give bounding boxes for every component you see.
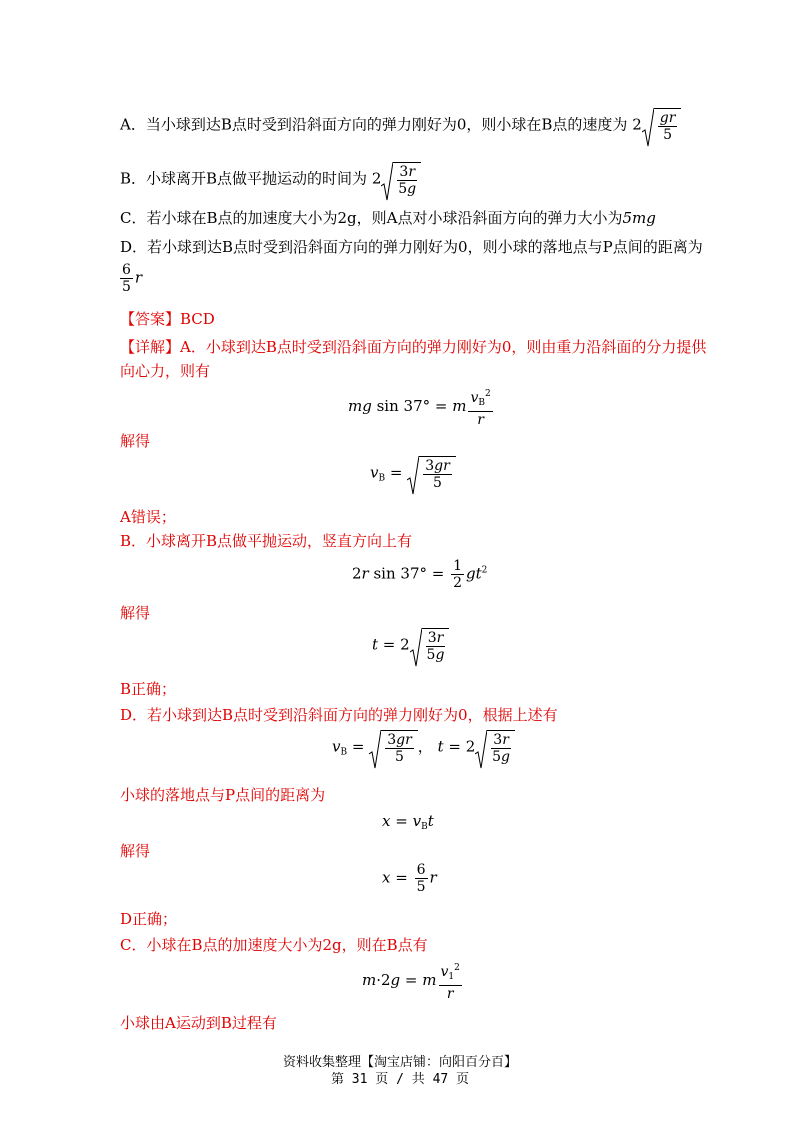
c-process: 小球由A运动到B过程有	[120, 1014, 277, 1032]
d-intro: D．若小球到达B点时受到沿斜面方向的弹力刚好为0，根据上述有	[120, 706, 558, 724]
equation-4: t = 2 $\frac{3r}{5g}$	[372, 628, 449, 663]
footer-page-number: 第 31 页 / 共 47 页	[330, 1072, 470, 1087]
answer: 【答案】BCD	[120, 310, 215, 328]
equation-8: m·2g = m $\frac{v_1^2}{r}$	[362, 960, 464, 1002]
c-intro: C．小球在B点的加速度大小为2g，则在B点有	[120, 936, 428, 954]
option-b-formula: 2 $\frac{3r}{5g}$	[372, 162, 421, 197]
d-right: D正确；	[120, 910, 178, 928]
equation-3: 2r sin 37° = $\frac{1}{2}$ $gt^2$	[352, 558, 488, 591]
equation-1: mg sin 37° = m $\frac{v_B^2}{r}$	[348, 386, 495, 428]
b-right: B正确；	[120, 680, 177, 698]
solve-label-2: 解得	[120, 604, 151, 622]
equation-6: $x = v_Bt$	[382, 812, 434, 832]
d-distance: 小球的落地点与P点间的距离为	[120, 786, 326, 804]
option-b: B．小球离开B点做平抛运动的时间为 2 $\frac{3r}{5g}$	[120, 162, 421, 197]
option-a: A．当小球到达B点时受到沿斜面方向的弹力刚好为0，则小球在B点的速度为 2 $\frac{gr}{5}$	[120, 108, 681, 143]
option-a-formula: 2 $\frac{gr}{5}$	[632, 108, 681, 143]
explain-intro-2: 向心力，则有	[120, 362, 211, 380]
option-d-formula: $\frac{6}{5}$ r	[122, 262, 143, 295]
equation-7: x = $\frac{6}{5}$ r	[382, 862, 437, 895]
explain-intro-1: 【详解】A．小球到达B点时受到沿斜面方向的弹力刚好为0，则由重力沿斜面的分力提供	[120, 338, 707, 356]
solve-label-1: 解得	[120, 432, 151, 450]
a-wrong: A错误；	[120, 508, 176, 526]
option-d: D．若小球到达B点时受到沿斜面方向的弹力刚好为0，则小球的落地点与P点间的距离为	[120, 238, 703, 256]
equation-2: $v_B$ = $\frac{3gr}{5}$	[370, 456, 456, 491]
footer-source: 资料收集整理【淘宝店铺：向阳百分百】	[282, 1055, 517, 1070]
b-intro: B．小球离开B点做平抛运动，竖直方向上有	[120, 532, 413, 550]
solve-label-3: 解得	[120, 842, 151, 860]
equation-5: $v_B$ = $\frac{3gr}{5}$ ， t = 2 $\frac{3r}{5g}$	[332, 730, 515, 765]
option-c: C．若小球在B点的加速度大小为2g，则A点对小球沿斜面方向的弹力大小为5mg	[120, 209, 656, 227]
